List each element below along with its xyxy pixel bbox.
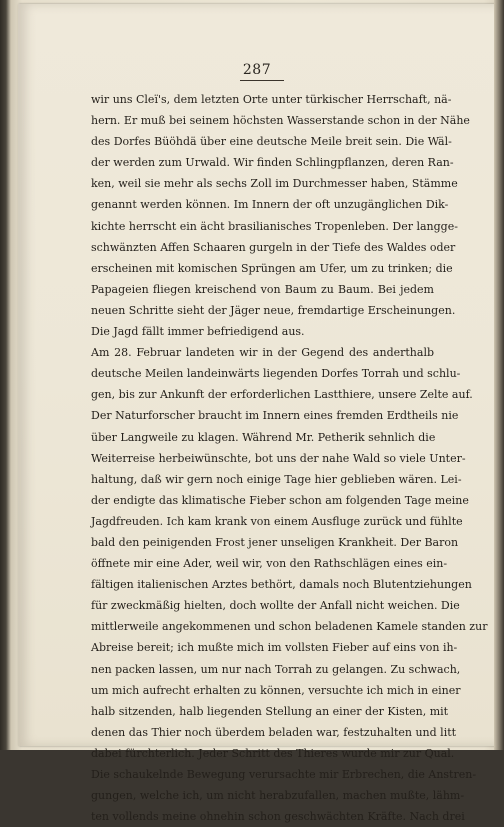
text-line: haltung, daß wir gern noch einige Tage hier geblieben wären. Lei-: [91, 472, 462, 486]
text-line: dabei fürchterlich. Jeder Schritt des Thieres wurde mir zur Qual.: [91, 746, 455, 760]
text-line: Papageien fliegen kreischend von Baum zu Baum. Bei jedem: [91, 282, 434, 296]
paper-page: [18, 4, 496, 824]
text-line: Der Naturforscher braucht im Innern eines fremden Erdtheils nie: [91, 409, 459, 423]
text-line: genannt werden können. Im Innern der oft unzugänglichen Dik-: [91, 198, 449, 212]
text-line: neuen Schritte sieht der Jäger neue, fremdartige Erscheinungen.: [91, 303, 456, 317]
text-line: Die Jagd fällt immer befriedigend aus.: [91, 325, 305, 339]
page-number-rule: [240, 80, 284, 81]
text-line: halb sitzenden, halb liegenden Stellung an einer der Kisten, mit: [91, 704, 449, 718]
text-line: gungen, welche ich, um nicht herabzufallen, machen mußte, lähm-: [91, 789, 465, 803]
text-line: wir uns Cleï's, dem letzten Orte unter türkischer Herrschaft, nä-: [91, 93, 452, 106]
text-line: hern. Er muß bei seinem höchsten Wasserstande schon in der Nähe: [91, 114, 470, 128]
text-line: des Dorfes Büöhdä über eine deutsche Meile breit sein. Die Wäl-: [91, 135, 452, 149]
text-line: schwänzten Affen Schaaren gurgeln in der Tiefe des Waldes oder: [91, 240, 456, 254]
text-line: denen das Thier noch überdem beladen war, festzuhalten und litt: [91, 725, 457, 739]
text-line: erscheinen mit komischen Sprüngen am Ufer, um zu trinken; die: [91, 261, 453, 275]
text-line: Am 28. Februar landeten wir in der Gegend des anderthalb: [91, 346, 434, 360]
text-line: Weiterreise herbeiwünschte, bot uns der nahe Wald so viele Unter-: [91, 451, 466, 465]
text-line: Die schaukelnde Bewegung verursachte mir Erbrechen, die Anstren-: [91, 768, 477, 781]
text-line: kichte herrscht ein ächt brasilianisches Tropenleben. Der langge-: [91, 219, 458, 233]
text-line: Jagdfreuden. Ich kam krank von einem Ausfluge zurück und fühlte: [91, 514, 463, 528]
text-line: deutsche Meilen landeinwärts liegenden Dorfes Torrah und schlu-: [91, 367, 461, 381]
page-number: 287: [242, 62, 272, 78]
text-line: öffnete mir eine Ader, weil wir, von den Rathschlägen eines ein-: [91, 557, 448, 571]
text-line: über Langweile zu klagen. Während Mr. Petherik sehnlich die: [91, 430, 436, 444]
text-line: bald den peinigenden Frost jener unseligen Krankheit. Der Baron: [91, 535, 459, 549]
text-line: ken, weil sie mehr als sechs Zoll im Durchmesser haben, Stämme: [91, 177, 458, 191]
text-line: der werden zum Urwald. Wir finden Schlingpflanzen, deren Ran-: [91, 156, 454, 170]
text-line: für zweckmäßig hielten, doch wollte der Anfall nicht weichen. Die: [91, 599, 460, 613]
text-line: ten vollends meine ohnehin schon geschwächten Kräfte. Nach drei: [91, 810, 465, 824]
text-line: fältigen italienischen Arztes bethört, damals noch Blutentziehungen: [91, 578, 472, 592]
text-line: mittlerweile angekommenen und schon beladenen Kamele standen zur: [91, 620, 488, 634]
body-text: [91, 89, 488, 827]
text-line: Abreise bereit; ich mußte mich im vollsten Fieber auf eins von ih-: [91, 641, 458, 655]
page-edge: [494, 0, 504, 750]
text-line: um mich aufrecht erhalten zu können, versuchte ich mich in einer: [91, 683, 461, 697]
text-line: der endigte das klimatische Fieber schon am folgenden Tage meine: [91, 493, 469, 507]
text-line: gen, bis zur Ankunft der erforderlichen Lastthiere, unsere Zelte auf.: [91, 388, 473, 402]
text-line: nen packen lassen, um nur nach Torrah zu gelangen. Zu schwach,: [91, 662, 461, 676]
